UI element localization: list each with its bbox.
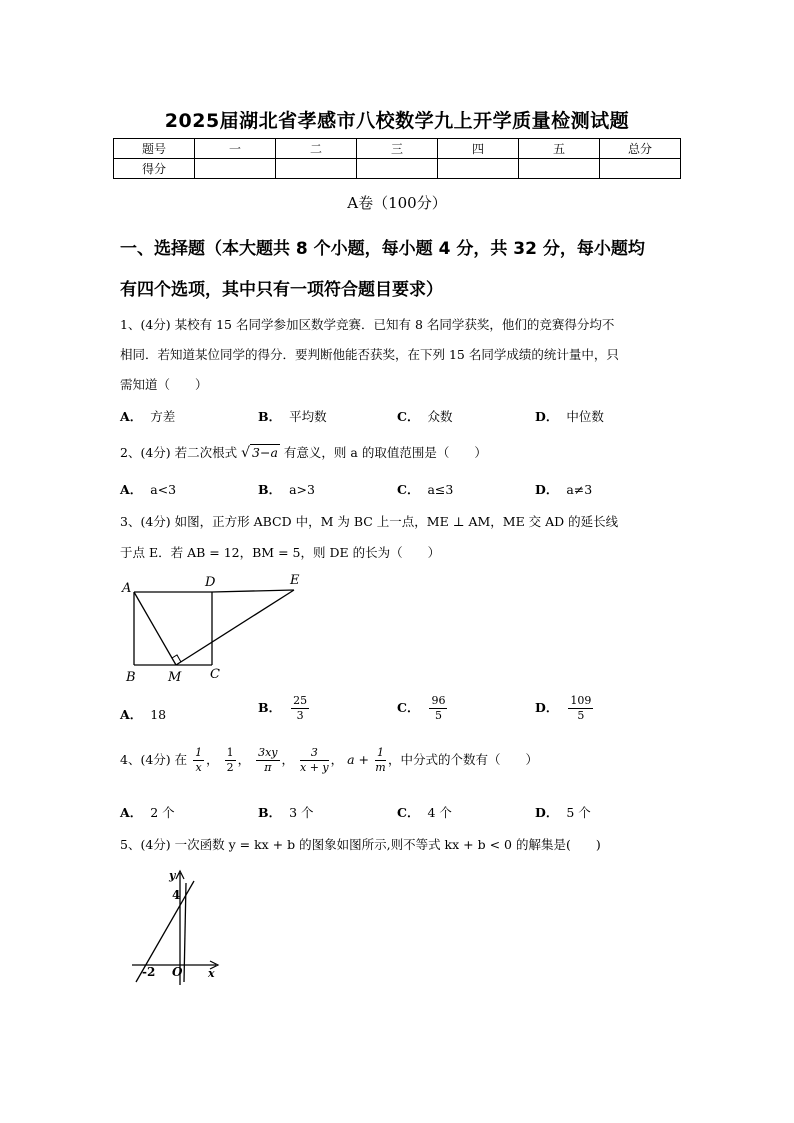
label-e: E	[290, 573, 300, 588]
q1-line3: 需知道（ ）	[120, 377, 208, 392]
fraction: $\frac{3}{x + y}$	[300, 746, 329, 774]
fraction: $\frac{3xy}{\pi}$	[258, 746, 278, 774]
page-title: 2025届湖北省孝感市八校数学九上开学质量检测试题	[164, 110, 630, 132]
fraction: $\frac{1}{x}$	[195, 746, 203, 774]
label-origin: O	[172, 965, 183, 979]
score-header-cell: 题号	[114, 139, 195, 159]
label-neg-two: -2	[142, 965, 156, 979]
label-m: M	[168, 670, 182, 685]
score-table	[113, 138, 681, 179]
score-cell[interactable]	[438, 159, 519, 179]
score-table-score-row	[114, 159, 681, 179]
fraction: $\frac{109}{5}$	[570, 694, 592, 722]
q2-radicand: 3−a	[252, 445, 278, 460]
segment-de	[212, 590, 294, 592]
q3-line2: 于点 E．若 AB = 12，BM = 5，则 DE 的长为（ ）	[120, 545, 441, 560]
part1-heading-line2: 有四个选项，其中只有一项符合题目要求）	[120, 280, 443, 300]
fraction: $\frac{1}{m}$	[375, 746, 386, 774]
score-cell[interactable]	[357, 159, 438, 179]
q2-option-c[interactable]: C． a≤3	[397, 482, 454, 497]
q2-stem: 2、(4分) 若二次根式 √ 3−a 有意义，则 a 的取值范围是（ ）	[120, 445, 487, 461]
q4-option-c[interactable]: C． 4 个	[397, 805, 452, 820]
section-a-heading: A卷（100分）	[347, 194, 447, 212]
label-d: D	[205, 575, 216, 590]
q3-option-c[interactable]: C． $\frac{96}{5}$	[397, 694, 446, 722]
segment-am	[134, 592, 176, 665]
q1-option-b[interactable]: B． 平均数	[258, 409, 327, 424]
segment-me	[176, 590, 294, 665]
q4-option-b[interactable]: B． 3 个	[258, 805, 314, 820]
q3-geometry-figure	[118, 568, 318, 688]
score-row-label: 得分	[114, 159, 195, 179]
score-cell[interactable]	[195, 159, 276, 179]
q3-option-d[interactable]: D． $\frac{109}{5}$	[535, 694, 592, 722]
fraction: $\frac{96}{5}$	[431, 694, 446, 722]
label-four: 4	[172, 888, 181, 902]
score-header-cell: 五	[519, 139, 600, 159]
score-table-header-row	[114, 139, 681, 159]
score-header-cell: 总分	[600, 139, 681, 159]
part1-heading-line1: 一、选择题（本大题共 8 个小题，每小题 4 分，共 32 分，每小题均	[120, 239, 645, 259]
label-a: A	[122, 581, 132, 596]
q3-option-a[interactable]: A． 18	[120, 707, 167, 722]
label-b: B	[126, 670, 136, 685]
score-header-cell: 二	[276, 139, 357, 159]
q5-graph-figure	[128, 865, 228, 990]
q5-stem: 5、(4分) 一次函数 y = kx + b 的图象如图所示,则不等式 kx + b < 0 的解集是( )	[120, 837, 601, 852]
q3-option-b[interactable]: B． $\frac{25}{3}$	[258, 694, 308, 722]
q2-option-a[interactable]: A． a<3	[120, 482, 177, 497]
score-header-cell: 一	[195, 139, 276, 159]
q1-line2: 相同．若知道某位同学的得分．要判断他能否获奖，在下列 15 名同学成绩的统计量中，只	[120, 347, 619, 362]
q4-option-d[interactable]: D． 5 个	[535, 805, 591, 820]
q1-option-d[interactable]: D． 中位数	[535, 409, 604, 424]
label-y: y	[169, 869, 176, 882]
q1-option-a[interactable]: A． 方差	[120, 409, 176, 424]
fraction: $\frac{25}{3}$	[293, 694, 308, 722]
score-cell[interactable]	[600, 159, 681, 179]
q4-stem: 4、(4分) 在 $\frac{1}{x}$ ， $\frac{1}{2}$ ， $\frac{3xy}{\pi}$ ， $\frac{3}{x + y}$ ， a + $\frac{1}{m}$ ，中分式的个数有（ ）	[120, 746, 539, 774]
score-cell[interactable]	[276, 159, 357, 179]
q3-line1: 3、(4分) 如图，正方形 ABCD 中，M 为 BC 上一点，ME ⊥ AM，ME 交 AD 的延长线	[120, 514, 619, 529]
q2-option-d[interactable]: D． a≠3	[535, 482, 593, 497]
q1-line1: 1、(4分) 某校有 15 名同学参加区数学竞赛．已知有 8 名同学获奖，他们的竞赛得分均不	[120, 317, 615, 332]
fraction: $\frac{1}{2}$	[226, 746, 234, 774]
q2-option-b[interactable]: B． a>3	[258, 482, 315, 497]
q1-option-c[interactable]: C． 众数	[397, 409, 453, 424]
score-cell[interactable]	[519, 159, 600, 179]
label-x: x	[208, 967, 215, 980]
q4-option-a[interactable]: A． 2 个	[120, 805, 175, 820]
label-c: C	[210, 667, 220, 682]
score-header-cell: 三	[357, 139, 438, 159]
score-header-cell: 四	[438, 139, 519, 159]
